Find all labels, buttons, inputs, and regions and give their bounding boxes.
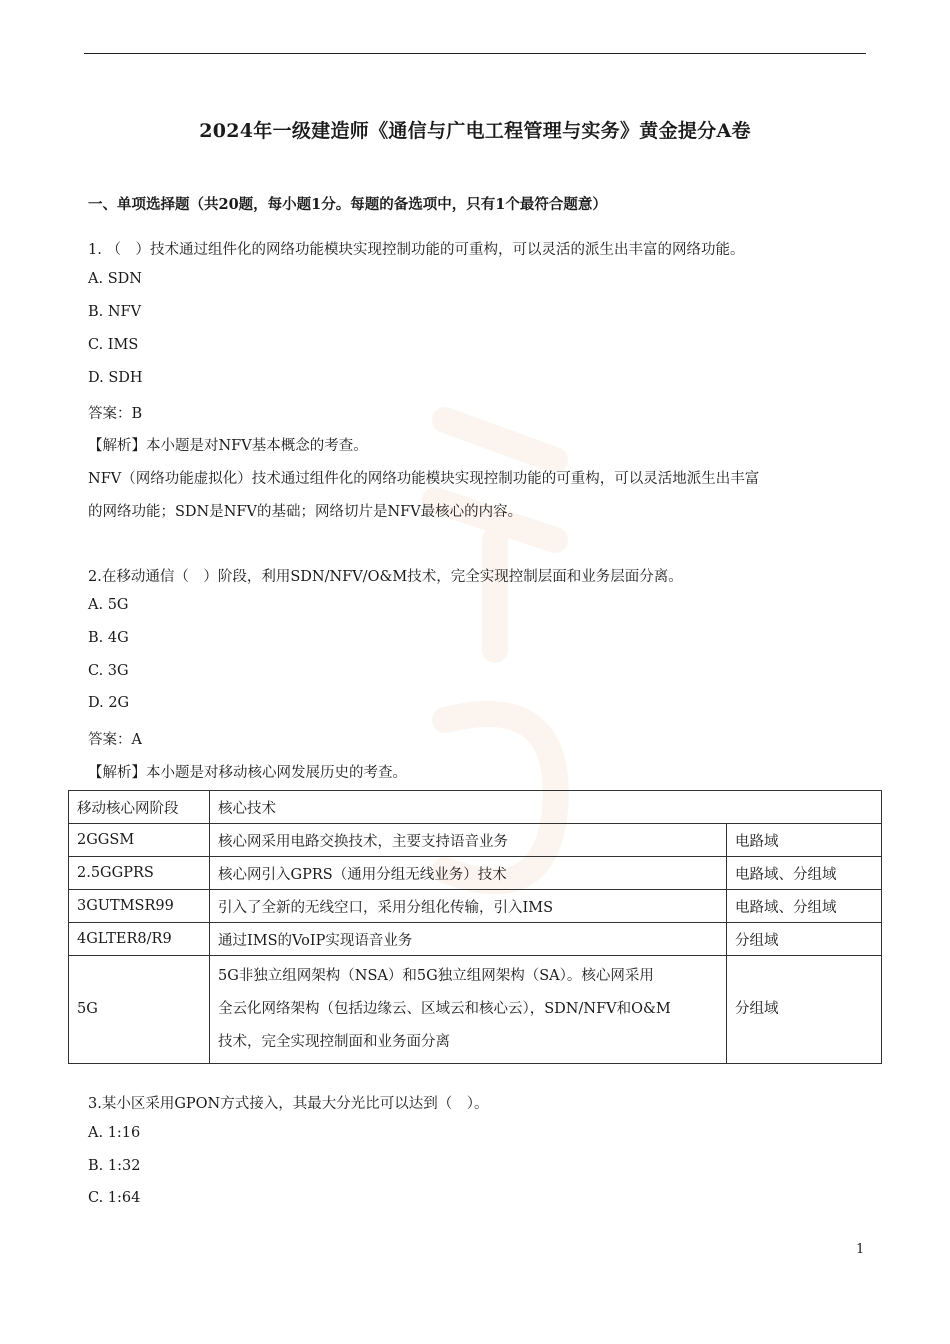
page-number: 1 (856, 1242, 865, 1257)
q3-option-c: C. 1:64 (88, 1190, 141, 1206)
q3-option-a: A. 1:16 (88, 1125, 141, 1141)
table-header-stage: 移动核心网阶段 (69, 791, 210, 824)
table-cell-tech: 核心网引入GPRS（通用分组无线业务）技术 (210, 857, 727, 890)
table-cell-tech (210, 956, 727, 1064)
table-cell-stage: 5G (69, 956, 210, 1064)
table-row (69, 824, 882, 857)
table-row (69, 857, 882, 890)
q1-option-a: A. SDN (88, 271, 142, 287)
table-header-tech: 核心技术 (210, 791, 882, 824)
q2-option-d: D. 2G (88, 695, 130, 711)
q2-option-b: B. 4G (88, 630, 129, 646)
tech-line-1: 5G非独立组网架构（NSA）和5G独立组网架构（SA）。核心网采用 (218, 968, 654, 984)
q1-analysis-line-2: 的网络功能；SDN是NFV的基础；网络切片是NFV最核心的内容。 (88, 504, 523, 520)
table-cell-stage: 2.5GGPRS (69, 857, 210, 890)
core-network-table (68, 790, 882, 1064)
q1-option-c: C. IMS (88, 337, 139, 353)
q3-stem: 3.某小区采用GPON方式接入，其最大分光比可以达到（ ）。 (88, 1096, 489, 1112)
table-cell-domain: 电路域、分组域 (727, 890, 882, 923)
table-header-row (69, 791, 882, 824)
section-heading: 一、单项选择题（共20题，每小题1分。每题的备选项中，只有1个最符合题意） (88, 196, 607, 213)
q2-answer: 答案：A (88, 732, 142, 748)
q1-option-d: D. SDH (88, 370, 143, 386)
table-row (69, 890, 882, 923)
table-cell-stage: 4GLTER8/R9 (69, 923, 210, 956)
q1-option-b: B. NFV (88, 304, 142, 320)
table-cell-domain: 分组域 (727, 923, 882, 956)
table-row-5g (69, 956, 882, 1064)
q1-stem: 1. （ ）技术通过组件化的网络功能模块实现控制功能的可重构，可以灵活的派生出丰富的网络功能。 (88, 242, 745, 258)
q1-analysis-line-1: NFV（网络功能虚拟化）技术通过组件化的网络功能模块实现控制功能的可重构，可以灵活地派生出丰富 (88, 471, 760, 487)
document-title: 2024年一级建造师《通信与广电工程管理与实务》黄金提分A卷 (199, 120, 751, 142)
table-cell-tech: 引入了全新的无线空口，采用分组化传输，引入IMS (210, 890, 727, 923)
header-rule (84, 53, 866, 54)
q2-stem: 2.在移动通信（ ）阶段，利用SDN/NFV/O&M技术，完全实现控制层面和业务层面分离。 (88, 569, 683, 585)
table-cell-domain: 分组域 (727, 956, 882, 1064)
q2-analysis-title: 【解析】本小题是对移动核心网发展历史的考查。 (88, 765, 407, 781)
table-cell-stage: 3GUTMSR99 (69, 890, 210, 923)
q1-analysis-title: 【解析】本小题是对NFV基本概念的考查。 (88, 438, 368, 454)
table-cell-domain: 电路域、分组域 (727, 857, 882, 890)
table-cell-domain: 电路域 (727, 824, 882, 857)
table-cell-tech: 核心网采用电路交换技术，主要支持语音业务 (210, 824, 727, 857)
table-cell-stage: 2GGSM (69, 824, 210, 857)
table-cell-tech: 通过IMS的VoIP实现语音业务 (210, 923, 727, 956)
tech-line-2: 全云化网络架构（包括边缘云、区域云和核心云），SDN/NFV和O&M (218, 1001, 671, 1017)
tech-line-3: 技术，完全实现控制面和业务面分离 (218, 1034, 450, 1050)
q2-option-c: C. 3G (88, 663, 129, 679)
q1-answer: 答案：B (88, 406, 143, 422)
table-row (69, 923, 882, 956)
q2-option-a: A. 5G (88, 597, 129, 613)
q3-option-b: B. 1:32 (88, 1158, 141, 1174)
